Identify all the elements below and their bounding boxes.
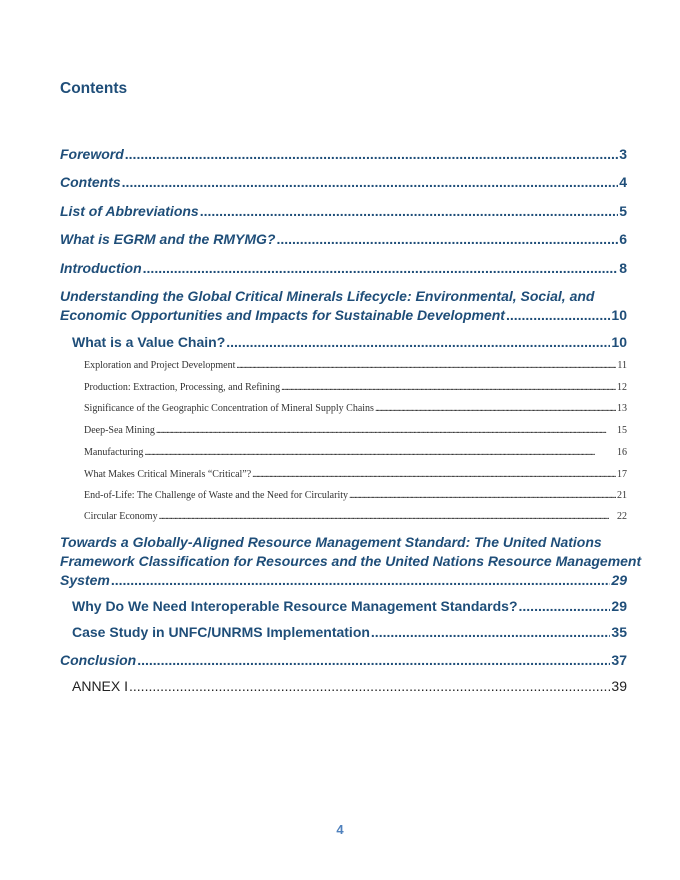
toc-title: Introduction [60,260,142,276]
toc-entry-abbreviations[interactable] [60,203,627,219]
toc-entry-annex[interactable] [72,678,627,694]
toc-page-number: 29 [611,572,627,588]
toc-title: Deep-Sea Mining [84,425,155,436]
toc-entry-foreword[interactable] [60,146,627,162]
toc-title: List of Abbreviations [60,203,199,219]
toc-dot-leader [281,382,616,393]
toc-title-line[interactable]: Towards a Globally-Aligned Resource Management Standard: The United Nations [60,534,602,550]
toc-subentry[interactable] [84,425,627,436]
toc-dot-leader [519,598,611,614]
toc-title: Contents [60,174,121,190]
toc-subentry[interactable] [84,511,627,522]
toc-page-number: 16 [617,447,627,458]
toc-dot-leader [129,678,610,694]
toc-subentry[interactable] [84,490,627,501]
toc-dot-leader [200,203,618,219]
toc-page-number: 4 [619,174,627,190]
toc-entry-towards[interactable] [60,572,627,588]
toc-page-number: 10 [611,334,627,350]
toc-title: What is a Value Chain? [72,334,226,350]
toc-title: Case Study in UNFC/UNRMS Implementation [72,624,370,640]
toc-subentry[interactable] [84,403,627,414]
toc-page-number: 35 [611,624,627,640]
toc-entry-value-chain[interactable] [72,334,627,350]
toc-title: What is EGRM and the RMYMG? [60,231,276,247]
toc-subentry[interactable] [84,360,627,371]
toc-entry-introduction[interactable] [60,260,627,276]
toc-title: Conclusion [60,652,137,668]
toc-page-number: 10 [611,307,627,323]
toc-dot-leader [125,146,618,162]
toc-page-number: 17 [617,469,627,480]
toc-page-number: 5 [619,203,627,219]
toc-dot-leader [156,425,616,436]
toc-page-number: 29 [611,598,627,614]
toc-title: Significance of the Geographic Concentration of Mineral Supply Chains [84,403,374,414]
toc-entry-conclusion[interactable] [60,652,627,668]
toc-entry-contents[interactable] [60,174,627,190]
toc-page-number: 8 [619,260,627,276]
toc-page-number: 37 [611,652,627,668]
toc-entry-egrm[interactable] [60,231,627,247]
toc-dot-leader [144,447,616,458]
toc-subentry[interactable] [84,382,627,393]
toc-title: Economic Opportunities and Impacts for Sustainable Development [60,307,505,323]
toc-title: Circular Economy [84,511,158,522]
toc-dot-leader [143,260,619,276]
toc-page-number: 12 [617,382,627,393]
toc-dot-leader [122,174,619,190]
toc-dot-leader [371,624,611,640]
toc-page-number: 21 [617,490,627,501]
page-number: 4 [336,822,344,837]
toc-subentry[interactable] [84,469,627,480]
toc-page-number: 15 [617,425,627,436]
toc-dot-leader [375,403,616,414]
toc-page-number: 6 [619,231,627,247]
toc-title: What Makes Critical Minerals “Critical”? [84,469,252,480]
page-title: Contents [60,80,128,97]
toc-page-number: 39 [611,678,627,694]
toc-title: ANNEX I [72,678,129,694]
toc-entry-understanding[interactable] [60,307,627,323]
toc-title-line[interactable]: Framework Classification for Resources and the United Nations Resource Management [60,553,642,569]
toc-dot-leader [137,652,610,668]
toc-dot-leader [111,572,611,588]
toc-title-line[interactable]: Understanding the Global Critical Minerals Lifecycle: Environmental, Social, and [60,288,595,304]
toc-title: Manufacturing [84,447,144,458]
toc-dot-leader [159,511,616,522]
toc-page-number: 11 [617,360,627,371]
toc-entry-interoperable[interactable] [72,598,627,614]
toc-dot-leader [349,490,616,501]
toc-page-number: 13 [617,403,627,414]
toc-title: Production: Extraction, Processing, and Refining [84,382,281,393]
toc-dot-leader [236,360,616,371]
toc-dot-leader [506,307,610,323]
toc-dot-leader [226,334,610,350]
toc-page-number: 3 [619,146,627,162]
toc-title: Foreword [60,146,124,162]
toc-title: System [60,572,110,588]
toc-title: Why Do We Need Interoperable Resource Management Standards? [72,598,518,614]
toc-subentry[interactable] [84,447,627,458]
toc-title: End-of-Life: The Challenge of Waste and the Need for Circularity [84,490,349,501]
toc-dot-leader [252,469,616,480]
toc-dot-leader [276,231,618,247]
toc-page-number: 22 [617,511,627,522]
toc-title: Exploration and Project Development [84,360,236,371]
toc-entry-case-study[interactable] [72,624,627,640]
